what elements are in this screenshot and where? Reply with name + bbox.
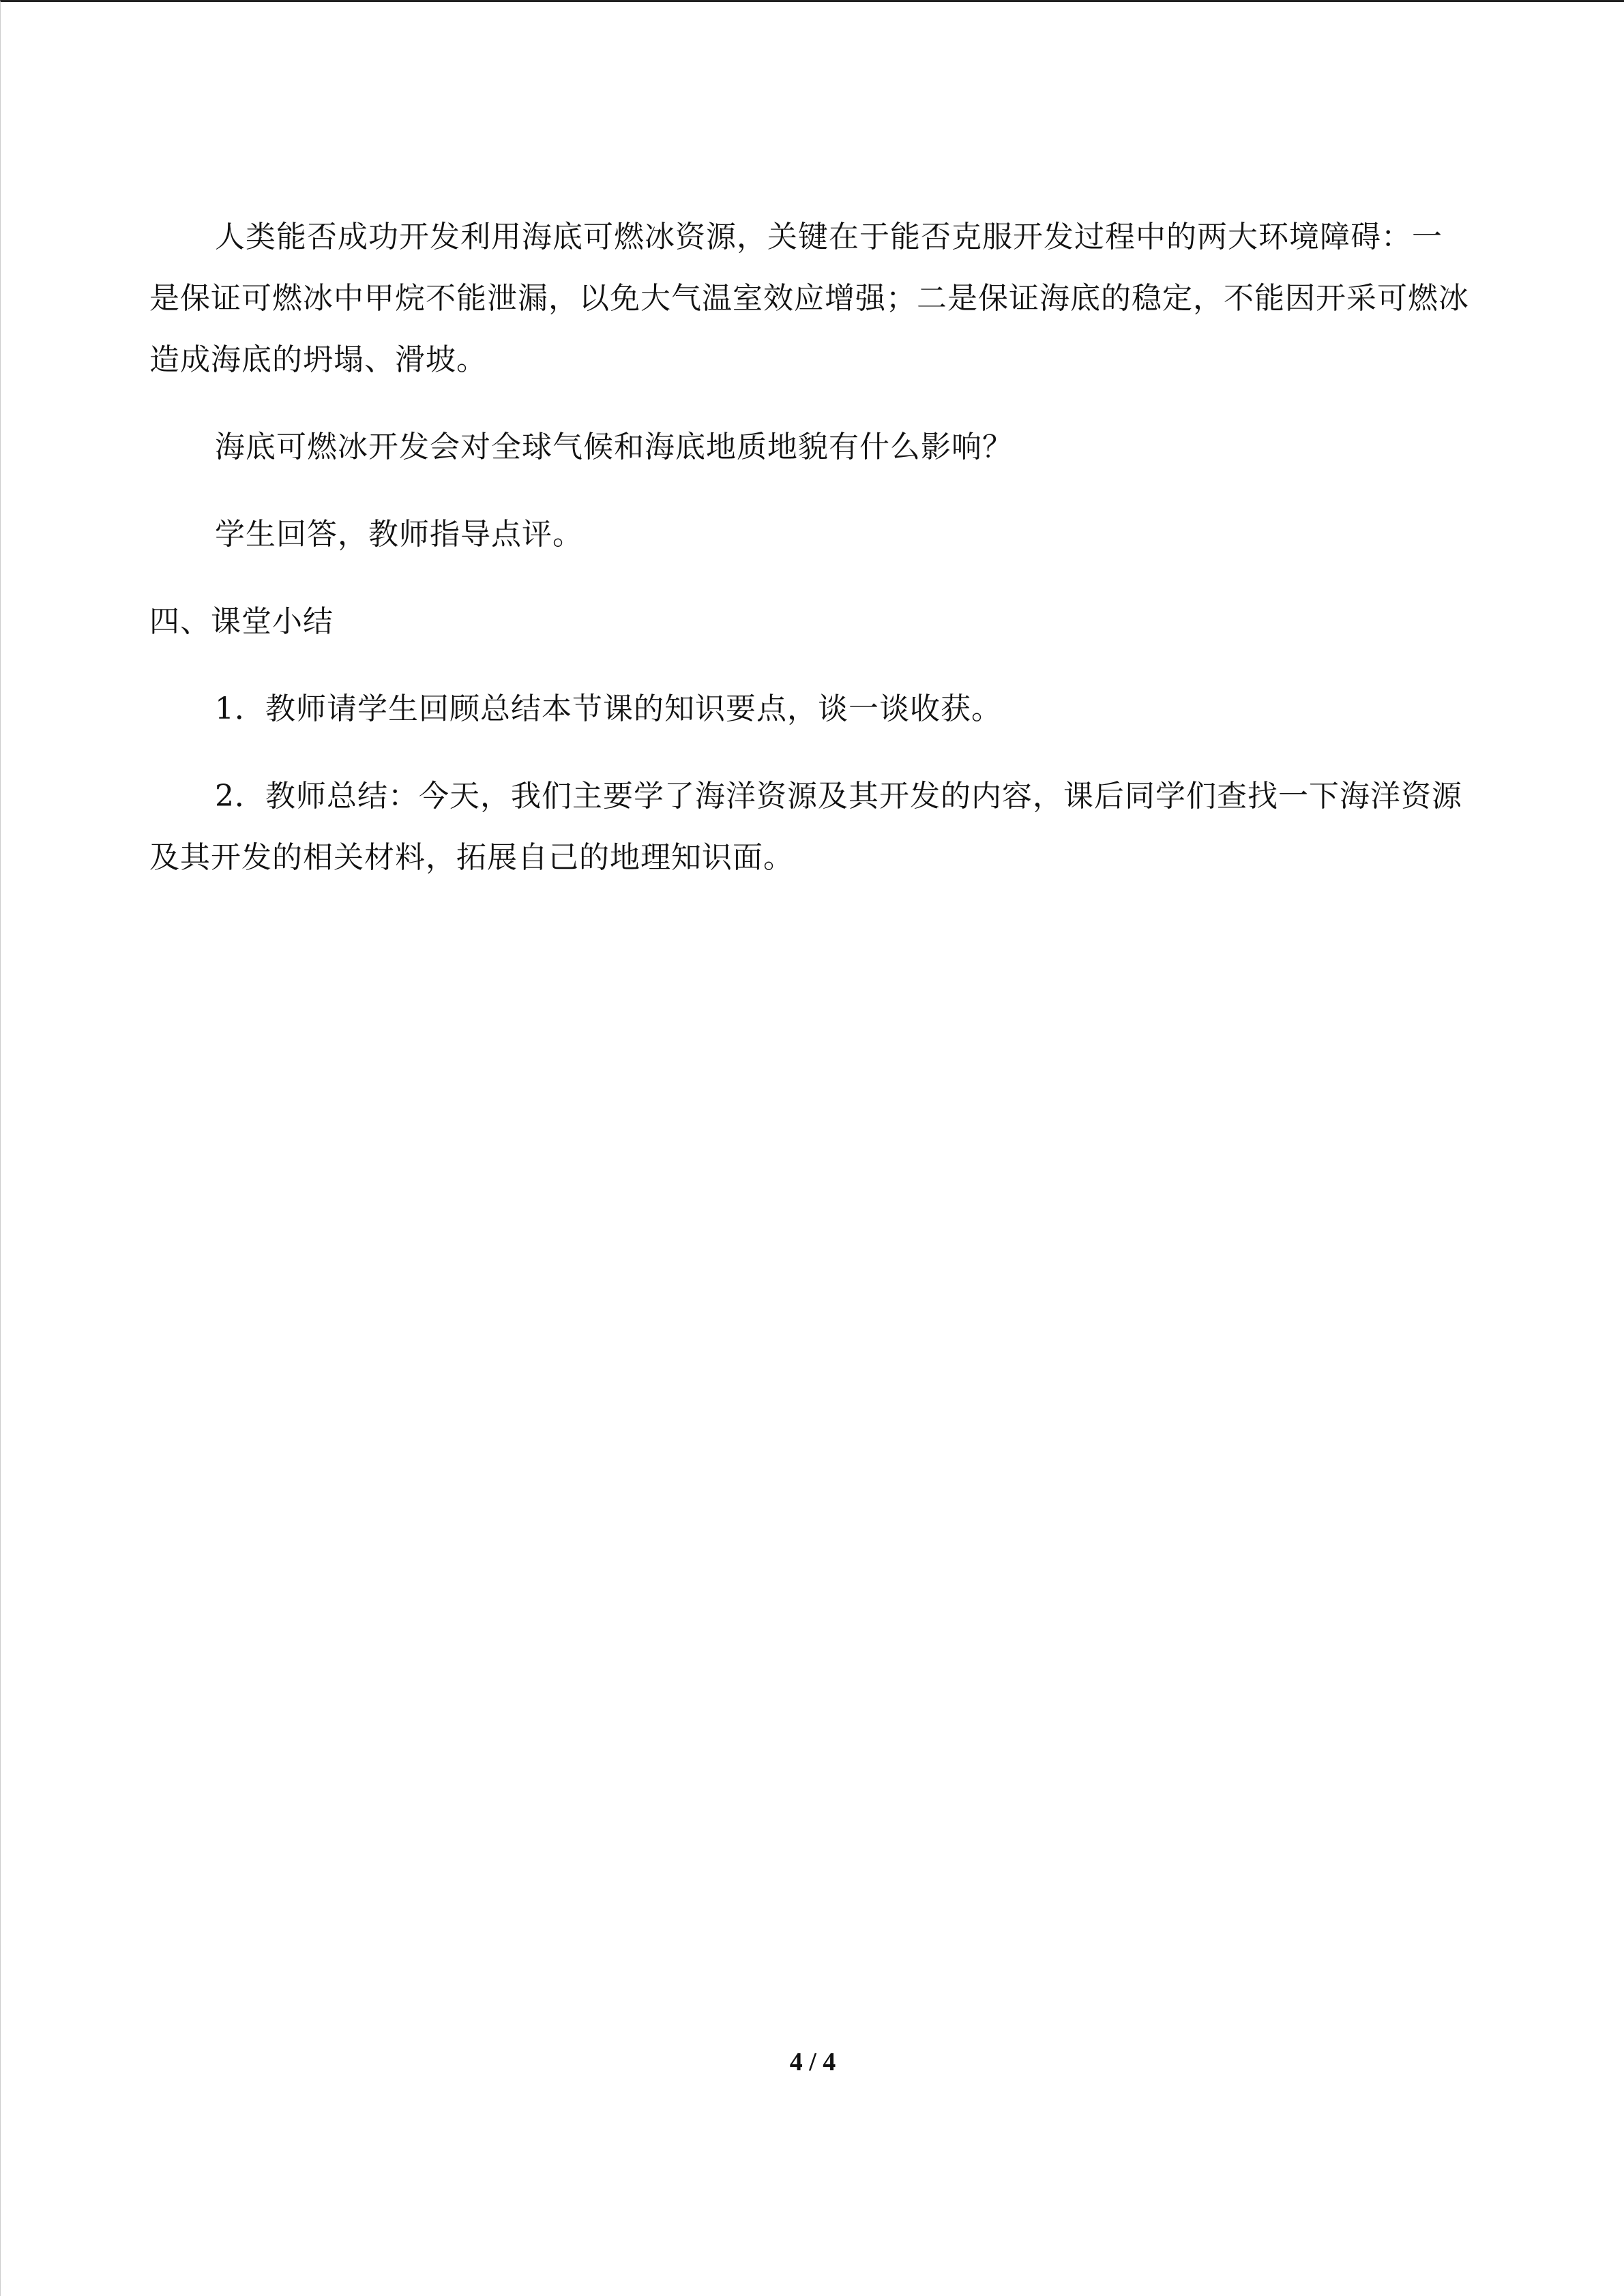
document-body: [149, 207, 1473, 889]
paragraph-student-answer: 学生回答，教师指导点评。: [215, 517, 583, 552]
paragraph-gas-hydrate-development: 人类能否成功开发利用海底可燃冰资源，关键在于能否克服开发过程中的两大环境障碍：一是保证可燃冰中甲烷不能泄漏，以免大气温室效应增强；二是保证海底的稳定，不能因开采可燃冰造成海底的坍塌、滑坡。: [149, 220, 1469, 377]
paragraph-summary-item-2: 2．教师总结：今天，我们主要学了海洋资源及其开发的内容，课后同学们查找一下海洋资源及其开发的相关材料，拓展自己的地理知识面。: [149, 779, 1462, 875]
paragraph-question: 海底可燃冰开发会对全球气候和海底地质地貌有什么影响？: [215, 430, 1013, 464]
page-number: 4 / 4: [789, 2048, 836, 2076]
paragraph-summary-item-1: 1．教师请学生回顾总结本节课的知识要点，谈一谈收获。: [215, 691, 1002, 726]
section-heading-summary: 四、课堂小结: [149, 604, 334, 639]
